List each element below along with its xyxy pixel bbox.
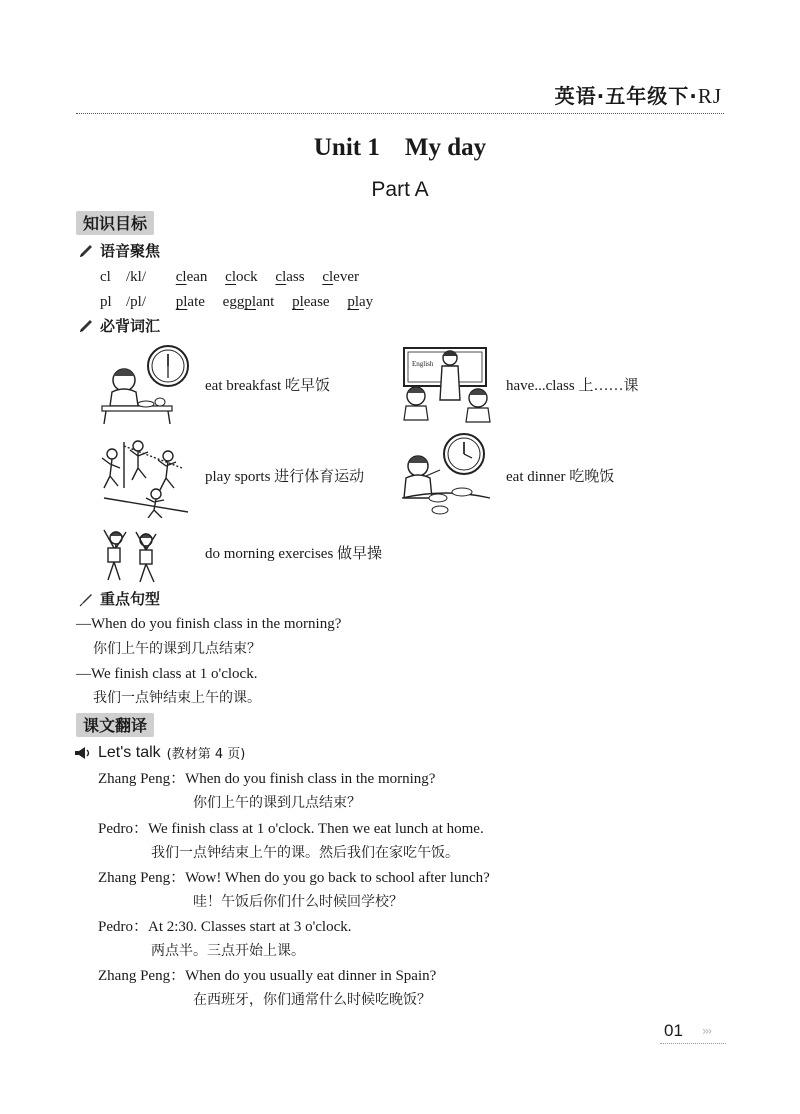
dialogue-line-en: Zhang Peng：Wow! When do you go back to school after lunch? [98,870,490,886]
page-arrows-icon: ››› [702,1024,711,1038]
phonics-heading: 语音聚焦 [78,241,160,261]
talk-heading: Let's talk (教材第 4 页) [74,743,245,762]
part-title: Part A [371,178,429,201]
speaker-name: Zhang Peng： [98,771,186,787]
dialogue-line-en: Zhang Peng：When do you finish class in the morning? [98,771,436,787]
header-title: 英语·五年级下·RJ [554,84,722,108]
key-sentence-cn: 你们上午的课到几点结束？ [93,641,261,657]
section-badge-knowledge: 知识目标 [76,211,154,235]
dialogue-line-cn: 我们一点钟结束上午的课。然后我们在家吃午饭。 [151,845,459,861]
footer-divider [660,1043,726,1044]
classroom-illustration [398,344,496,424]
vocab-item: eat dinner 吃晚饭 [506,469,615,485]
header-divider [76,113,724,114]
vocab-item: play sports 进行体育运动 [205,469,365,485]
pen-icon [78,243,94,259]
key-sentence-en: —When do you finish class in the morning? [76,616,342,632]
dialogue-line-cn: 两点半。三点开始上课。 [151,943,305,959]
dinner-clock-illustration [398,432,494,520]
page-number: 01 [664,1021,683,1040]
svg-text:English: English [412,360,434,368]
phonics-row-cl: cl /kl/ clean clock class clever [100,269,359,285]
phonics-word: eggplant [222,294,275,310]
speaker-name: Zhang Peng： [98,870,186,886]
key-sentence-en: —We finish class at 1 o'clock. [76,666,258,682]
vocab-item: eat breakfast 吃早饭 [205,378,330,394]
speaker-name: Pedro： [98,919,148,935]
key-sentences-heading: 重点句型 [78,589,160,609]
dialogue-line-en: Pedro：At 2:30. Classes start at 3 o'clock. [98,919,352,935]
dialogue-line-en: Zhang Peng：When do you usually eat dinner in Spain? [98,968,437,984]
breakfast-clock-illustration [98,344,194,424]
vocab-item: have...class 上……课 [506,378,639,394]
section-badge-translation: 课文翻译 [76,713,154,737]
dialogue-line-cn: 哇！午饭后你们什么时候回学校？ [193,894,403,910]
vocab-heading: 必背词汇 [78,316,160,336]
vocab-item: do morning exercises 做早操 [205,546,383,562]
dialogue-line-cn: 你们上午的课到几点结束？ [193,795,361,811]
phonics-word: class [275,269,305,285]
phonics-word: plate [175,294,205,310]
speaker-icon [74,746,92,760]
phonics-word: please [292,294,330,310]
speaker-name: Pedro： [98,821,148,837]
phonics-word: clever [322,269,359,285]
key-sentence-cn: 我们一点钟结束上午的课。 [93,690,261,706]
unit-title: Unit 1 My day [313,134,487,161]
phonics-row-pl: pl /pl/ plate eggplant please play [100,294,374,310]
pen-icon [78,318,94,334]
pencil-icon [78,591,94,607]
sports-illustration [98,438,194,518]
phonics-word: play [347,294,374,310]
morning-exercises-illustration [98,522,166,584]
phonics-word: clock [225,269,258,285]
dialogue-line-en: Pedro：We finish class at 1 o'clock. Then we eat lunch at home. [98,821,484,837]
dialogue-line-cn: 在西班牙，你们通常什么时候吃晚饭？ [193,992,431,1008]
phonics-word: clean [175,269,208,285]
speaker-name: Zhang Peng： [98,968,186,984]
